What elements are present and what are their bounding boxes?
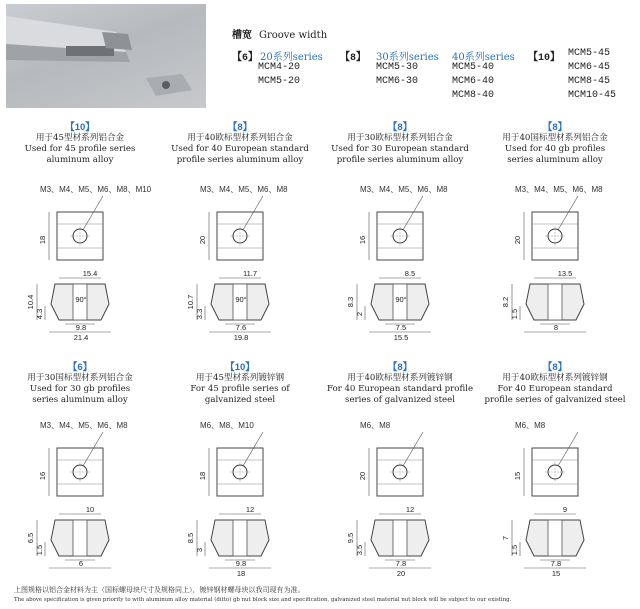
dim-width-mid: 7.8 <box>395 559 407 568</box>
dim-height-total: 10.7 <box>186 294 195 310</box>
thread-sizes: M3、M4、M5、M6、M8、M10 <box>40 185 152 194</box>
caption-cn: 用于40国标型材系列铝合金 <box>502 133 608 143</box>
model-item: MCM5-45 <box>568 48 611 59</box>
dim-height-low: 3.3 <box>195 308 204 320</box>
model-item: MCM10-45 <box>568 90 617 101</box>
caption-tag: 【6】 <box>67 362 93 373</box>
caption-tag: 【8】 <box>387 122 413 133</box>
dim-top-height: 18 <box>198 471 207 481</box>
caption-tag: 【8】 <box>227 122 253 133</box>
product-caption <box>480 122 630 166</box>
dim-width-top: 15.4 <box>82 269 98 278</box>
dim-height-low: 2 <box>355 311 364 317</box>
t-nut-photo-illustration <box>6 4 206 108</box>
caption-en2: galvanized steel <box>204 395 276 405</box>
thread-sizes: M6、M8 <box>515 421 546 430</box>
dim-height-low: 3 <box>195 547 204 553</box>
caption-tag: 【8】 <box>542 122 568 133</box>
dim-height-total: 9.5 <box>346 532 355 544</box>
dim-width-mid: 7.8 <box>550 559 562 568</box>
dim-height-total: 6.5 <box>26 532 35 544</box>
caption-cn: 用于40欧标型材系列镀锌钢 <box>502 373 608 383</box>
product-caption <box>165 122 315 166</box>
model-item: MCM5-40 <box>452 62 495 73</box>
dim-width-mid: 8 <box>553 323 559 332</box>
dim-height-low: 3.5 <box>355 544 364 556</box>
footer-note-cn: 上图规格以铝合金材料为主（国标螺母块尺寸及规格同上），镀锌钢材螺母块以我司现有为准。 <box>14 586 305 594</box>
nut-drawing <box>15 194 145 344</box>
dim-top-height: 16 <box>358 235 367 245</box>
model-item: MCM8-40 <box>452 90 495 101</box>
model-item: MCM6-45 <box>568 62 611 73</box>
group-tag-6: 【6】 <box>232 53 259 64</box>
thread-sizes: M3、M4、M5、M6、M8 <box>200 185 288 194</box>
series-20: 20系列series <box>260 52 323 63</box>
dim-width-bottom: 19.8 <box>233 333 249 342</box>
model-item: MCM5-20 <box>258 76 301 87</box>
product-caption <box>5 362 155 406</box>
caption-tag: 【10】 <box>65 122 95 133</box>
dim-height-total: 8.2 <box>501 296 510 308</box>
product-caption <box>325 122 475 166</box>
caption-en2: profile series aluminum alloy <box>336 155 464 165</box>
group-tag-10: 【10】 <box>528 53 561 64</box>
model-item: MCM6-30 <box>376 76 419 87</box>
caption-en1: Used for 30 European standard <box>331 144 469 154</box>
nut-drawing <box>335 194 465 344</box>
dim-angle: 90° <box>75 295 87 304</box>
dim-width-bottom: 18 <box>236 569 246 578</box>
caption-en1: For 40 European standard <box>497 384 613 394</box>
dim-height-low: 1.5 <box>510 308 519 320</box>
caption-en1: Used for 40 European standard <box>171 144 309 154</box>
dim-top-height: 20 <box>198 235 207 245</box>
nut-drawing <box>175 430 305 580</box>
caption-cn: 用于45型材系列镀锌钢 <box>195 373 285 383</box>
caption-tag: 【10】 <box>225 362 255 373</box>
dim-width-top: 13.5 <box>557 269 573 278</box>
dim-width-mid: 7.6 <box>235 323 247 332</box>
model-item: MCM8-45 <box>568 76 611 87</box>
caption-cn: 用于45型材系列铝合金 <box>35 133 125 143</box>
series-30: 30系列series <box>376 52 439 63</box>
caption-en2: series of galvanized steel <box>345 395 455 405</box>
dim-top-height: 18 <box>38 235 47 245</box>
dim-width-top: 9 <box>562 505 568 514</box>
dim-width-top: 12 <box>245 505 255 514</box>
thread-sizes: M6、M8、M10 <box>200 421 254 430</box>
nut-drawing <box>490 430 620 580</box>
dim-height-low: 1.5 <box>35 544 44 556</box>
caption-cn: 用于40欧标型材系列镀锌钢 <box>347 373 453 383</box>
caption-en2: profile series aluminum alloy <box>176 155 304 165</box>
dim-width-bottom: 20 <box>396 569 406 578</box>
caption-en1: Used for 45 profile series <box>24 144 136 154</box>
product-photo <box>6 4 206 108</box>
dim-width-top: 10 <box>85 505 95 514</box>
caption-cn: 用于30国标型材系列铝合金 <box>27 373 133 383</box>
caption-en2: series aluminum alloy <box>32 395 128 405</box>
dim-width-top: 12 <box>405 505 415 514</box>
caption-en1: Used for 30 gb profiles <box>29 384 131 394</box>
dim-height-low: 1.5 <box>510 544 519 556</box>
group-tag-8: 【8】 <box>340 53 367 64</box>
caption-tag: 【8】 <box>387 362 413 373</box>
groove-width-label: 槽宽 Groove width <box>232 30 328 41</box>
caption-en1: For 40 European standard profile <box>326 384 474 394</box>
product-caption <box>480 362 630 406</box>
dim-top-height: 15 <box>513 471 522 481</box>
caption-en1: Used for 40 gb profiles <box>504 144 606 154</box>
thread-sizes: M3、M4、M5、M6、M8 <box>360 185 448 194</box>
model-item: MCM5-30 <box>376 62 419 73</box>
caption-en2: aluminum alloy <box>46 155 114 165</box>
dim-height-low: 4.3 <box>35 308 44 320</box>
product-caption <box>325 362 475 406</box>
model-item: MCM6-40 <box>452 76 495 87</box>
caption-cn: 用于40欧标型材系列铝合金 <box>187 133 293 143</box>
dim-width-bottom: 21.4 <box>73 333 89 342</box>
dim-width-mid: 6 <box>78 559 84 568</box>
dim-width-top: 11.7 <box>242 269 258 278</box>
nut-drawing <box>335 430 465 580</box>
dim-width-mid: 7.5 <box>395 323 407 332</box>
dim-top-height: 20 <box>358 471 367 481</box>
nut-drawing <box>175 194 305 344</box>
caption-en2: series aluminum alloy <box>507 155 603 165</box>
product-caption <box>165 362 315 406</box>
dim-width-bottom: 15.5 <box>393 333 409 342</box>
dim-top-height: 16 <box>38 471 47 481</box>
dim-height-total: 10.4 <box>26 294 35 310</box>
model-item: MCM4-20 <box>258 62 301 73</box>
dim-width-mid: 9.8 <box>75 323 87 332</box>
caption-cn: 用于30欧标型材系列铝合金 <box>347 133 453 143</box>
dim-width-bottom: 15 <box>551 569 561 578</box>
nut-drawing <box>490 194 620 344</box>
thread-sizes: M3、M4、M5、M6、M8 <box>515 185 603 194</box>
caption-en1: For 45 profile series of <box>190 384 290 394</box>
dim-height-total: 8.3 <box>346 296 355 308</box>
dim-height-total: 7 <box>501 535 510 541</box>
nut-drawing <box>15 430 145 580</box>
dim-height-total: 8.5 <box>186 532 195 544</box>
thread-sizes: M6、M8 <box>360 421 391 430</box>
dim-width-top: 8.5 <box>404 269 416 278</box>
dim-width-mid: 9.8 <box>235 559 247 568</box>
series-40: 40系列series <box>452 52 515 63</box>
caption-tag: 【8】 <box>542 362 568 373</box>
dim-angle: 90° <box>395 295 407 304</box>
product-caption <box>5 122 155 166</box>
dim-angle: 90° <box>235 295 247 304</box>
footer-note-en: The above specification is given priority to with aluminum alloy material (ditto) gb nut block size and specification, galvanized steel material nut block will be subject to our existing. <box>14 597 512 603</box>
dim-top-height: 20 <box>513 235 522 245</box>
caption-en2: profile series of galvanized steel <box>484 395 626 405</box>
thread-sizes: M3、M4、M5、M6、M8 <box>40 421 128 430</box>
